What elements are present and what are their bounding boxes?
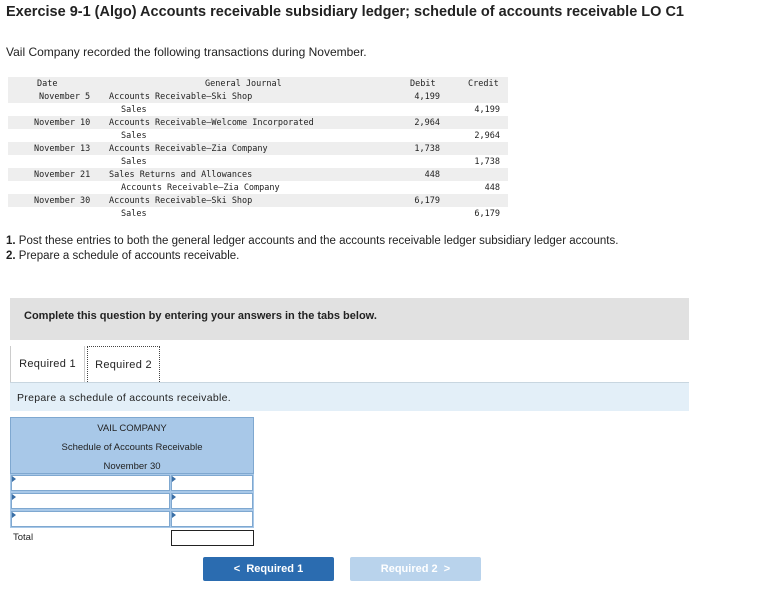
tab-instruction-text: Prepare a schedule of accounts receivable. — [17, 392, 231, 404]
next-required-2-button[interactable] — [350, 557, 481, 581]
dropdown-indicator-icon — [172, 476, 176, 482]
requirement-2 — [6, 249, 618, 264]
requirement-2-number: 2. — [6, 250, 16, 262]
schedule-row — [10, 474, 254, 492]
general-journal-table — [8, 77, 508, 220]
customer-amount-input[interactable] — [171, 475, 253, 491]
journal-row — [8, 155, 508, 168]
journal-account: Accounts Receivable—Zia Company — [109, 144, 268, 154]
journal-credit: 448 — [484, 183, 500, 193]
intro-text: Vail Company recorded the following transactions during November. — [6, 45, 367, 59]
journal-account: Sales Returns and Allowances — [109, 170, 253, 180]
journal-row — [8, 129, 508, 142]
total-label: Total — [13, 532, 34, 543]
banner-text: Complete this question by entering your answers in the tabs below. — [24, 310, 377, 322]
schedule-row — [10, 492, 254, 510]
journal-debit: 1,738 — [414, 144, 440, 154]
journal-account: Accounts Receivable—Ski Shop — [109, 196, 253, 206]
journal-credit: 6,179 — [474, 209, 500, 219]
journal-row — [8, 90, 508, 103]
schedule-of-accounts-receivable — [10, 417, 254, 547]
tab-required-2[interactable]: Required 2 — [87, 346, 160, 382]
header-general-journal: General Journal — [205, 79, 282, 89]
schedule-title: Schedule of Accounts Receivable — [61, 442, 203, 453]
journal-row — [8, 116, 508, 129]
dropdown-indicator-icon — [172, 512, 176, 518]
total-amount-input[interactable] — [171, 530, 254, 546]
header-debit: Debit — [410, 79, 436, 89]
dropdown-indicator-icon — [172, 494, 176, 500]
journal-row — [8, 103, 508, 116]
schedule-total-row — [10, 528, 254, 547]
journal-date: November 30 — [34, 196, 91, 206]
journal-row — [8, 194, 508, 207]
header-credit: Credit — [468, 79, 499, 89]
prev-required-1-button[interactable] — [203, 557, 334, 581]
schedule-row — [10, 510, 254, 528]
requirement-1 — [6, 234, 618, 249]
dropdown-indicator-icon — [12, 512, 16, 518]
next-button-label: Required 2 — [380, 563, 438, 575]
customer-name-input[interactable] — [11, 493, 170, 509]
journal-date: November 13 — [34, 144, 91, 154]
journal-row — [8, 181, 508, 194]
schedule-header — [10, 417, 254, 474]
journal-account: Sales — [121, 131, 147, 141]
journal-row — [8, 168, 508, 181]
prev-button-label: Required 1 — [246, 563, 304, 575]
journal-date: November 21 — [34, 170, 91, 180]
requirement-1-number: 1. — [6, 235, 16, 247]
chevron-left-icon: < — [233, 563, 241, 575]
journal-account: Accounts Receivable—Zia Company — [121, 183, 280, 193]
journal-account: Sales — [121, 157, 147, 167]
tab-required-1[interactable]: Required 1 — [10, 346, 85, 382]
dropdown-indicator-icon — [12, 494, 16, 500]
dropdown-indicator-icon — [12, 476, 16, 482]
exercise-title: Exercise 9-1 (Algo) Accounts receivable subsidiary ledger; schedule of accounts receivable LO C1 — [6, 4, 684, 20]
journal-row — [8, 142, 508, 155]
customer-name-input[interactable] — [11, 475, 170, 491]
schedule-company-name: VAIL COMPANY — [97, 423, 167, 434]
journal-debit: 2,964 — [414, 118, 440, 128]
customer-name-input[interactable] — [11, 511, 170, 527]
journal-date: November 5 — [39, 92, 91, 102]
schedule-date: November 30 — [103, 461, 161, 472]
requirements-list — [6, 234, 618, 264]
journal-credit: 1,738 — [474, 157, 500, 167]
requirement-2-text: Prepare a schedule of accounts receivable. — [18, 250, 240, 262]
customer-amount-input[interactable] — [171, 493, 253, 509]
journal-debit: 4,199 — [414, 92, 440, 102]
journal-account: Accounts Receivable—Ski Shop — [109, 92, 253, 102]
tab-instruction-bar — [10, 383, 689, 411]
chevron-right-icon: > — [443, 563, 451, 575]
customer-amount-input[interactable] — [171, 511, 253, 527]
journal-row — [8, 207, 508, 220]
instructions-banner — [10, 298, 689, 340]
journal-debit: 6,179 — [414, 196, 440, 206]
journal-account: Accounts Receivable—Welcome Incorporated — [109, 118, 314, 128]
journal-header-row — [8, 77, 508, 90]
journal-debit: 448 — [424, 170, 440, 180]
requirement-1-text: Post these entries to both the general ledger accounts and the accounts receivable ledger subsidiary ledger accounts. — [18, 235, 619, 247]
journal-credit: 4,199 — [474, 105, 500, 115]
journal-account: Sales — [121, 105, 147, 115]
journal-account: Sales — [121, 209, 147, 219]
header-date: Date — [37, 79, 58, 89]
journal-date: November 10 — [34, 118, 91, 128]
journal-credit: 2,964 — [474, 131, 500, 141]
